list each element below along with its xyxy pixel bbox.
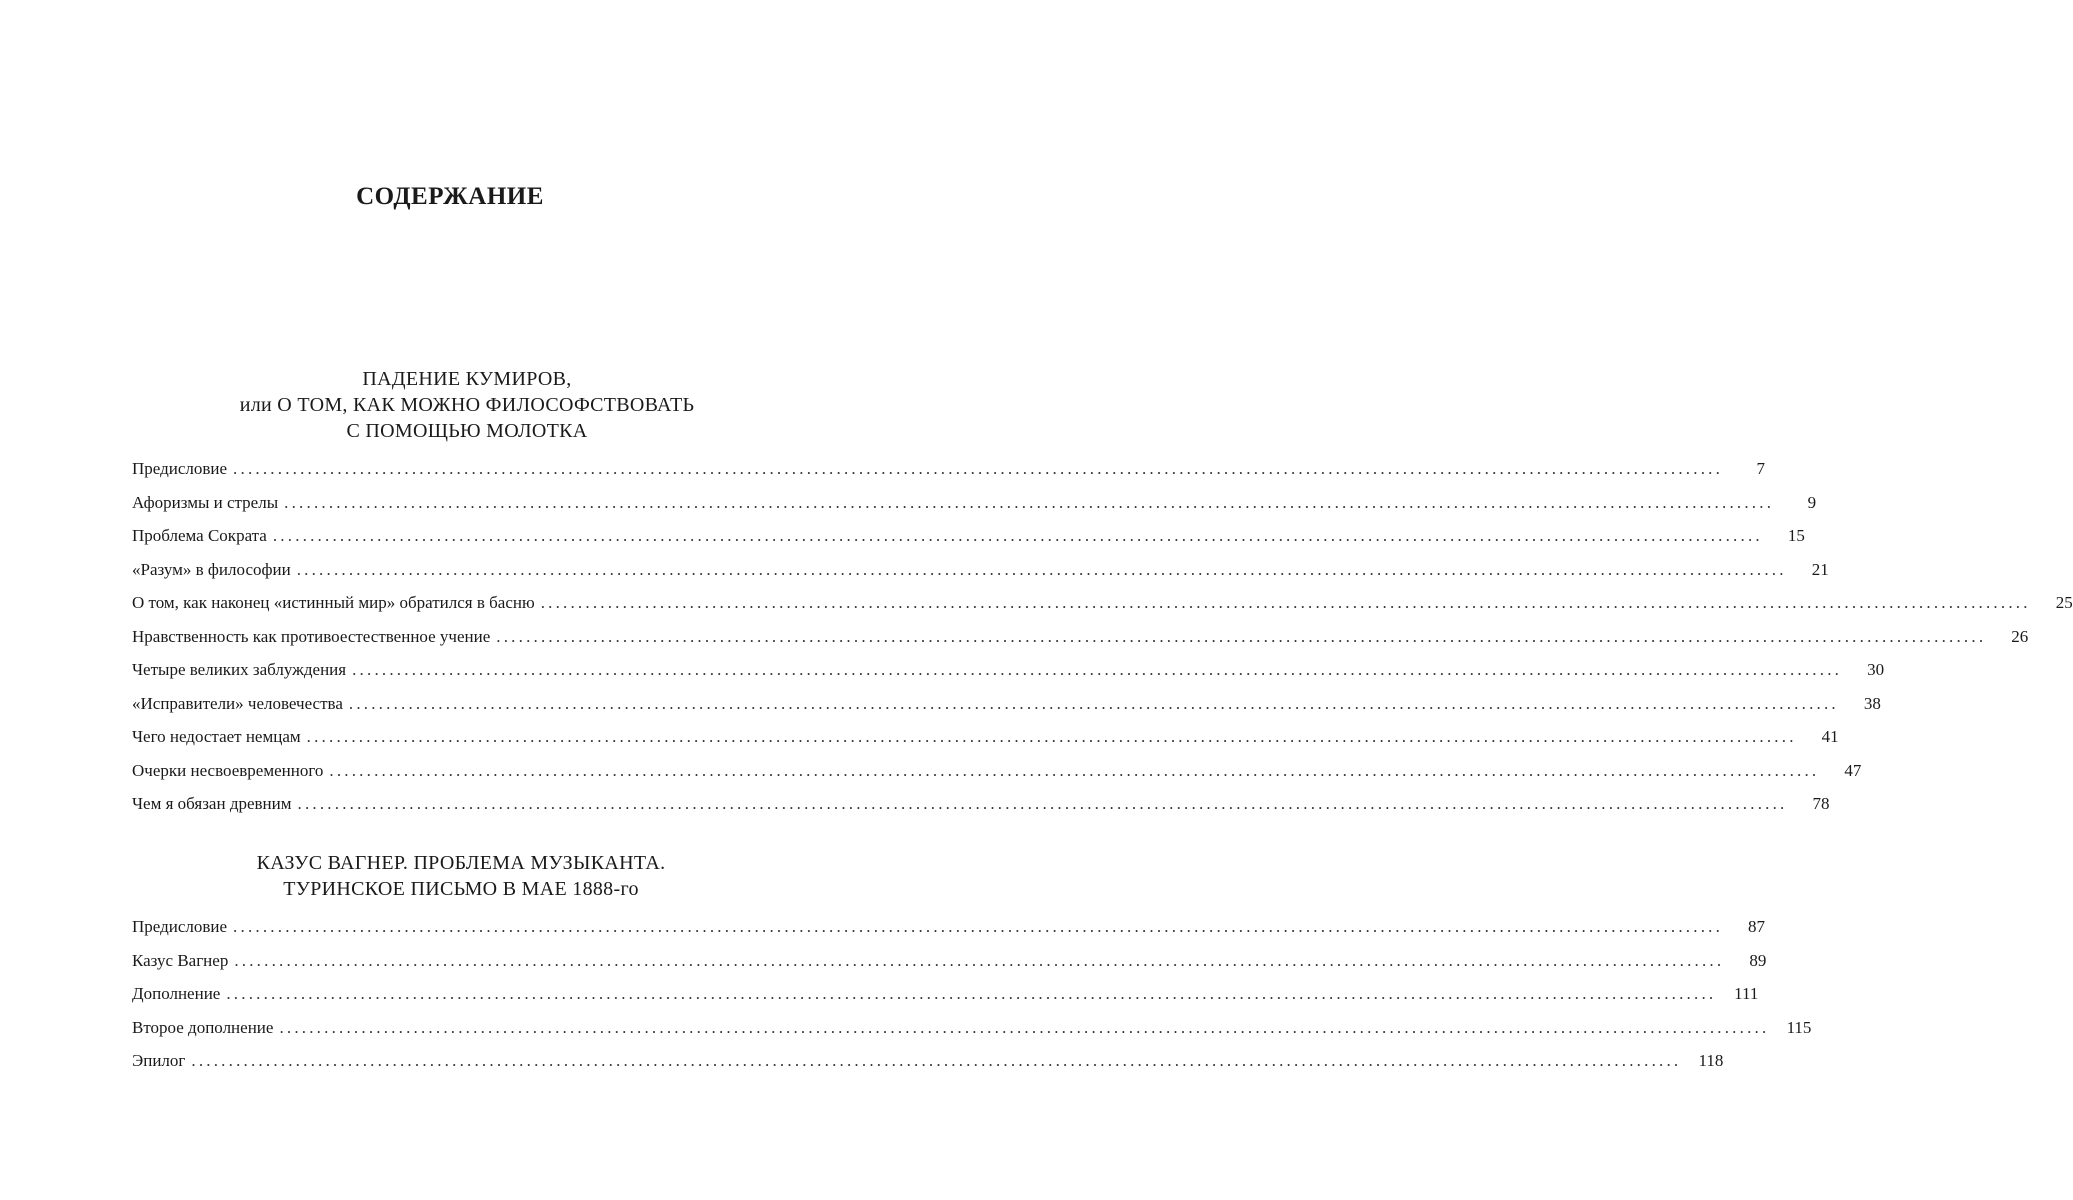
section-heading [132,850,762,902]
toc-entry-page: 89 [1749,950,1767,970]
toc-entry-page: 25 [2055,593,2073,612]
toc-entry-title: Очерки несвоевременного [132,760,324,780]
toc-entry-page: 9 [1807,492,1817,512]
toc-entry[interactable] [132,944,1767,978]
dot-leader: ........................................................................................................................................................................................................ [284,492,1775,512]
toc-entry-page: 78 [1812,794,1830,813]
toc-entry[interactable] [132,1044,1724,1078]
toc-entry[interactable] [132,553,1829,587]
toc-entry-page: 30 [1867,660,1885,679]
dot-leader: ........................................................................................................................................................................................................ [540,593,2031,612]
toc-entry-title: О том, как наконец «истинный мир» обратился в басню [132,593,535,612]
toc-entry-title: Афоризмы и стрелы [132,492,279,512]
toc-section-twilight-of-idols [132,366,2073,821]
toc-entry-title: «Исправители» человечества [132,693,343,713]
toc-entry[interactable] [132,787,1830,821]
dot-leader: ........................................................................................................................................................................................................ [234,950,1725,970]
toc-section-case-of-wagner [132,850,1812,1078]
toc-entry[interactable] [132,687,1881,721]
toc-entry-title: Второе дополнение [132,1017,274,1037]
dot-leader: ........................................................................................................................................................................................................ [296,559,1787,579]
toc-entry[interactable] [132,452,1766,486]
dot-leader: ........................................................................................................................................................................................................ [306,727,1797,746]
section-heading-line: ПАДЕНИЕ КУМИРОВ, [362,368,572,390]
toc-entry-page: 21 [1811,559,1829,579]
dot-leader: ........................................................................................................................................................................................................ [233,459,1724,478]
dot-leader: ........................................................................................................................................................................................................ [233,917,1724,936]
toc-entry-page: 26 [2011,626,2029,646]
section-heading [132,366,762,444]
toc-entry-title: Предисловие [132,917,228,936]
toc-entry-title: Нравственность как противоестественное учение [132,626,491,646]
toc-entry[interactable] [132,720,1839,754]
dot-leader: ........................................................................................................................................................................................................ [496,626,1987,646]
section-heading-line: ТУРИНСКОЕ ПИСЬМО В МАЕ 1888-го [283,878,639,900]
toc-entry-title: Четыре великих заблуждения [132,660,347,679]
page-title: СОДЕРЖАНИЕ [356,182,544,210]
toc-entry-title: Чего недостает немцам [132,727,301,746]
toc-entry-title: Чем я обязан древним [132,794,292,813]
toc-entry-page: 87 [1748,917,1766,936]
toc-entry[interactable] [132,1011,1812,1045]
toc-entry[interactable] [132,910,1766,944]
toc-list [132,452,2073,821]
toc-entry-page: 15 [1787,526,1805,545]
toc-entry[interactable] [132,754,1862,788]
toc-entry-title: Дополнение [132,984,221,1003]
dot-leader: ........................................................................................................................................................................................................ [226,984,1717,1003]
toc-entry-page: 118 [1698,1051,1724,1070]
dot-leader: ........................................................................................................................................................................................................ [329,760,1820,780]
dot-leader: ........................................................................................................................................................................................................ [297,794,1788,813]
dot-leader: ........................................................................................................................................................................................................ [279,1017,1770,1037]
dot-leader: ........................................................................................................................................................................................................ [348,693,1839,713]
toc-list [132,910,1812,1078]
section-heading-line: С ПОМОЩЬЮ МОЛОТКА [346,420,588,442]
toc-entry[interactable] [132,486,1817,520]
toc-entry[interactable] [132,977,1759,1011]
dot-leader: ........................................................................................................................................................................................................ [352,660,1843,679]
dot-leader: ........................................................................................................................................................................................................ [191,1051,1682,1070]
toc-entry-page: 47 [1844,760,1862,780]
toc-entry-title: «Разум» в философии [132,559,291,579]
toc-entry[interactable] [132,620,2029,654]
toc-entry-page: 7 [1756,459,1766,478]
toc-entry-title: Казус Вагнер [132,950,229,970]
toc-entry-page: 41 [1821,727,1839,746]
toc-entry-title: Эпилог [132,1051,186,1070]
toc-entry[interactable] [132,519,1805,553]
section-heading-line: КАЗУС ВАГНЕР. ПРОБЛЕМА МУЗЫКАНТА. [256,852,666,874]
toc-entry-title: Предисловие [132,459,228,478]
dot-leader: ........................................................................................................................................................................................................ [272,526,1763,545]
toc-entry-page: 115 [1786,1017,1812,1037]
toc-entry[interactable] [132,586,2073,620]
toc-entry-page: 38 [1863,693,1881,713]
toc-entry[interactable] [132,653,1885,687]
toc-entry-title: Проблема Сократа [132,526,267,545]
section-heading-line: или О ТОМ, КАК МОЖНО ФИЛОСОФСТВОВАТЬ [239,394,695,416]
toc-entry-page: 111 [1734,984,1759,1003]
